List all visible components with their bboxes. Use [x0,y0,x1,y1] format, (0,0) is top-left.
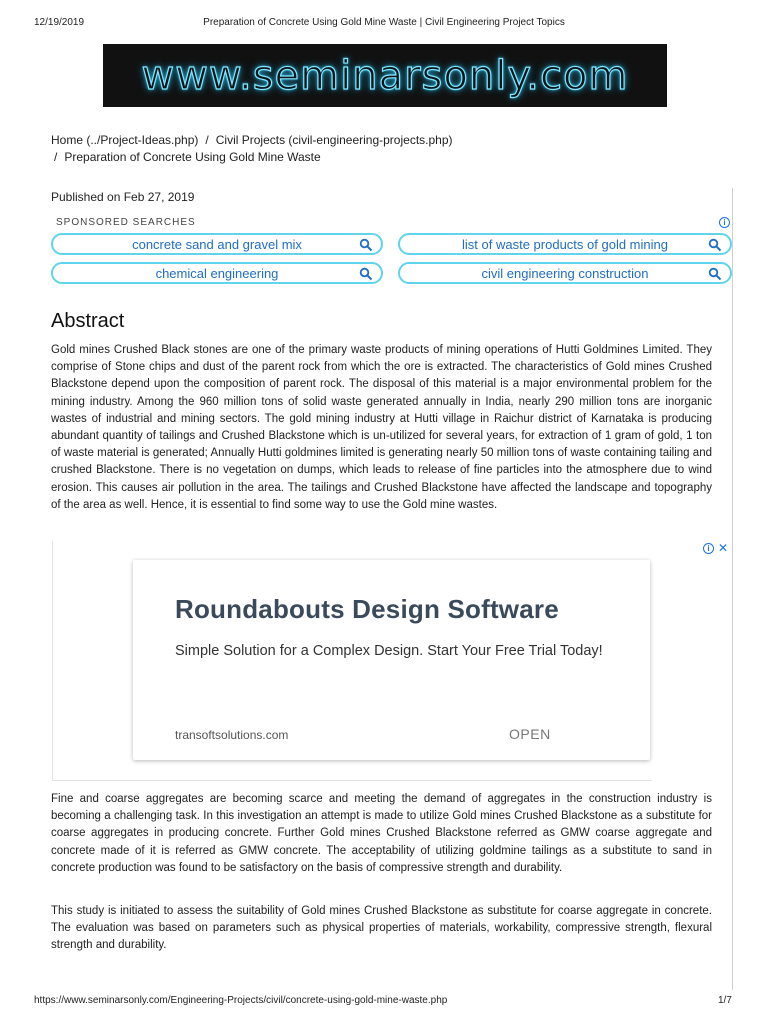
ad-description: Simple Solution for a Complex Design. Start Your Free Trial Today! [175,643,603,659]
close-icon[interactable]: ✕ [718,541,729,555]
breadcrumb-separator: / [205,133,209,147]
ad-domain: transoftsolutions.com [175,728,289,742]
sponsored-search-label: chemical engineering [155,265,279,281]
sponsored-search-pill[interactable] [398,233,732,255]
info-icon[interactable]: i [719,217,730,228]
breadcrumb-home-link[interactable]: Home (../Project-Ideas.php) [51,133,199,147]
sponsored-searches-label: SPONSORED SEARCHES [56,217,196,228]
ad-info-icon[interactable]: i [703,543,714,554]
ad-title[interactable]: Roundabouts Design Software [175,594,559,624]
site-logo-text: www.seminarsonly.com [141,52,629,99]
breadcrumb-civil-link[interactable]: Civil Projects (civil-engineering-projects.php) [215,133,453,147]
sponsored-search-pill[interactable] [51,262,383,284]
site-logo[interactable] [103,44,667,107]
print-date: 12/19/2019 [34,17,85,28]
breadcrumb [51,132,453,166]
sponsored-search-label: list of waste products of gold mining [462,236,668,252]
search-icon [359,238,373,252]
page-number: 1/7 [718,995,732,1006]
print-url: https://www.seminarsonly.com/Engineering-Projects/civil/concrete-using-gold-mine-waste.php [34,995,448,1006]
ad-divider [52,780,652,781]
breadcrumb-current: Preparation of Concrete Using Gold Mine Waste [64,150,321,164]
search-icon [708,267,722,281]
abstract-paragraph: Gold mines Crushed Black stones are one of the primary waste products of mining operations of Hutti Goldmines Limited. They comprise of Stone chips and dust of the parent rock from which the ore is extracted. The characteristics of Gold mines Crushed Blackstone depend upon the composition of parent rock. The disposal of this material is a major environmental problem for the mining industry. Among the 960 million tons of solid waste generated annually in India, nearly 290 million tons are inorganic wastes of industrial and mining sectors. The gold mining industry at Hutti village in Raichur district of Karnataka is producing abundant quantity of tailings and Crushed Blackstone which is un-utilized for several years, for extraction of 1 gram of gold, 1 ton of waste material is generated; Annually Hutti goldmines limited is generating nearly 50 million tons of waste containing tailing and crushed Blackstone. There is no vegetation on dumps, which leads to release of fine particles into the atmosphere due to wind erosion. This causes air pollution in the area. The tailings and Crushed Blackstone have affected the landscape and topography of the area as well. Hence, it is essential to find some way to use the Gold mine wastes. [51,344,712,511]
ad-open-button[interactable]: OPEN [509,726,551,742]
sponsored-search-pill[interactable] [51,233,383,255]
ad-controls [703,541,728,555]
sponsored-search-label: civil engineering construction [481,265,649,281]
published-date: Published on Feb 27, 2019 [51,190,195,204]
print-page-title: Preparation of Concrete Using Gold Mine Waste | Civil Engineering Project Topics [203,17,565,28]
body-paragraph: Fine and coarse aggregates are becoming scarce and meeting the demand of aggregates in the construction industry is becoming a challenging task. In this investigation an attempt is made to utilize Gold mines Crushed Blackstone as a substitute for coarse aggregates in producing concrete. Further Gold mines Crushed Blackstone referred as GMW coarse aggregate and concrete made of it is referred as GMW concrete. The acceptability of utilizing goldmine tailings as a substitute to sand in concrete production was found to be satisfactory on the basis of compressive strength and durability. [51,793,712,874]
body-paragraph: This study is initiated to assess the suitability of Gold mines Crushed Blackstone as substitute for coarse aggregate in concrete. The evaluation was based on parameters such as physical properties of materials, workability, compressive strength, flexural strength and durability. [51,905,712,952]
sponsored-search-label: concrete sand and gravel mix [132,236,302,252]
search-icon [708,238,722,252]
sponsored-search-pill[interactable] [398,262,732,284]
search-icon [359,267,373,281]
breadcrumb-separator: / [54,150,58,164]
ad-card[interactable] [133,560,650,760]
abstract-heading: Abstract [51,310,125,332]
